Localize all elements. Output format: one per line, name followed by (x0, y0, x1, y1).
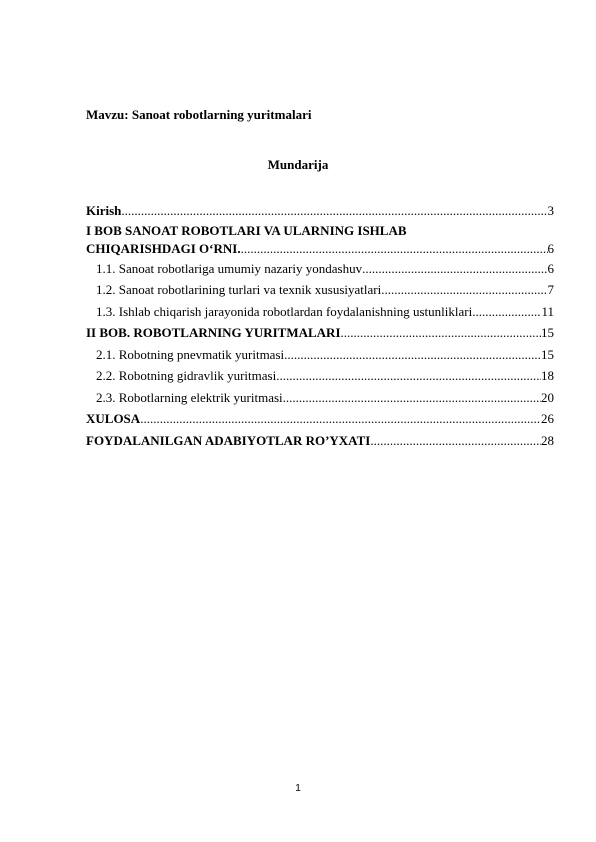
toc-entry-label-line1: I BOB SANOAT ROBOTLARI VA ULARNING ISHLAB (86, 222, 407, 238)
toc-entry-label: 1.1. Sanoat robotlariga umumiy nazariy yondashuv (96, 260, 363, 276)
toc-leader-dots (241, 240, 548, 258)
toc-entry-label: Kirish (86, 203, 122, 218)
toc-entry-label: XULOSA (86, 411, 141, 426)
toc-entry-2-1 (86, 344, 554, 366)
toc-entry-page: 28 (541, 432, 554, 448)
toc-entry-kirish (86, 200, 554, 222)
toc-entry-page: 3 (547, 203, 554, 218)
toc-leader-dots (341, 322, 542, 344)
toc-entry-page: 18 (541, 368, 554, 383)
toc-entry-label: II BOB. ROBOTLARNING YURITMALARI (86, 325, 341, 340)
toc-entry-page: 7 (547, 282, 554, 297)
toc-entry-page: 20 (541, 389, 554, 405)
toc-entry-bob2 (86, 322, 554, 344)
toc-entry-page: 6 (547, 240, 554, 256)
toc-leader-dots (381, 279, 547, 301)
toc-entry-page: 15 (541, 325, 554, 340)
toc-entry-2-3 (86, 387, 554, 409)
toc-entry-1-1 (86, 258, 554, 280)
toc-leader-dots (362, 258, 547, 280)
toc-entry-line2 (86, 240, 554, 258)
toc-leader-dots (121, 200, 547, 222)
toc-entry-label: 1.2. Sanoat robotlarining turlari va texnik xususiyatlari (96, 282, 382, 297)
toc-entry-label: FOYDALANILGAN ADABIYOTLAR RO’YXATI (86, 432, 371, 448)
toc-entry-1-3 (86, 301, 554, 323)
toc-entry-page: 11 (541, 303, 554, 319)
toc-entry-label: 2.3. Robotlarning elektrik yuritmasi (96, 389, 283, 405)
toc-entry-page: 6 (547, 260, 554, 276)
toc-leader-dots (472, 301, 541, 323)
toc-entry-adabiyotlar (86, 430, 554, 452)
toc-entry-bob1 (86, 222, 554, 258)
toc-entry-label: 2.1. Robotning pnevmatik yuritmasi (96, 346, 285, 362)
page-number: 1 (295, 783, 301, 794)
toc-title: Mundarija (267, 157, 329, 172)
toc-leader-dots (284, 344, 541, 366)
toc-leader-dots (370, 430, 541, 452)
toc-entry-page: 26 (541, 411, 554, 426)
toc-entry-1-2 (86, 279, 554, 301)
toc-leader-dots (283, 387, 541, 409)
toc-entry-page: 15 (541, 346, 554, 362)
table-of-contents (86, 200, 554, 451)
document-topic: Mavzu: Sanoat robotlarning yuritmalari (86, 107, 312, 122)
toc-entry-label: 2.2. Robotning gidravlik yuritmasi (96, 368, 277, 383)
toc-leader-dots (140, 408, 541, 430)
toc-entry-2-2 (86, 365, 554, 387)
toc-entry-xulosa (86, 408, 554, 430)
toc-entry-label-line2: CHIQARISHDAGI O‘RNI. (86, 240, 241, 256)
toc-entry-label: 1.3. Ishlab chiqarish jarayonida robotlardan foydalanishning ustunliklari (96, 303, 473, 319)
toc-leader-dots (276, 365, 541, 387)
